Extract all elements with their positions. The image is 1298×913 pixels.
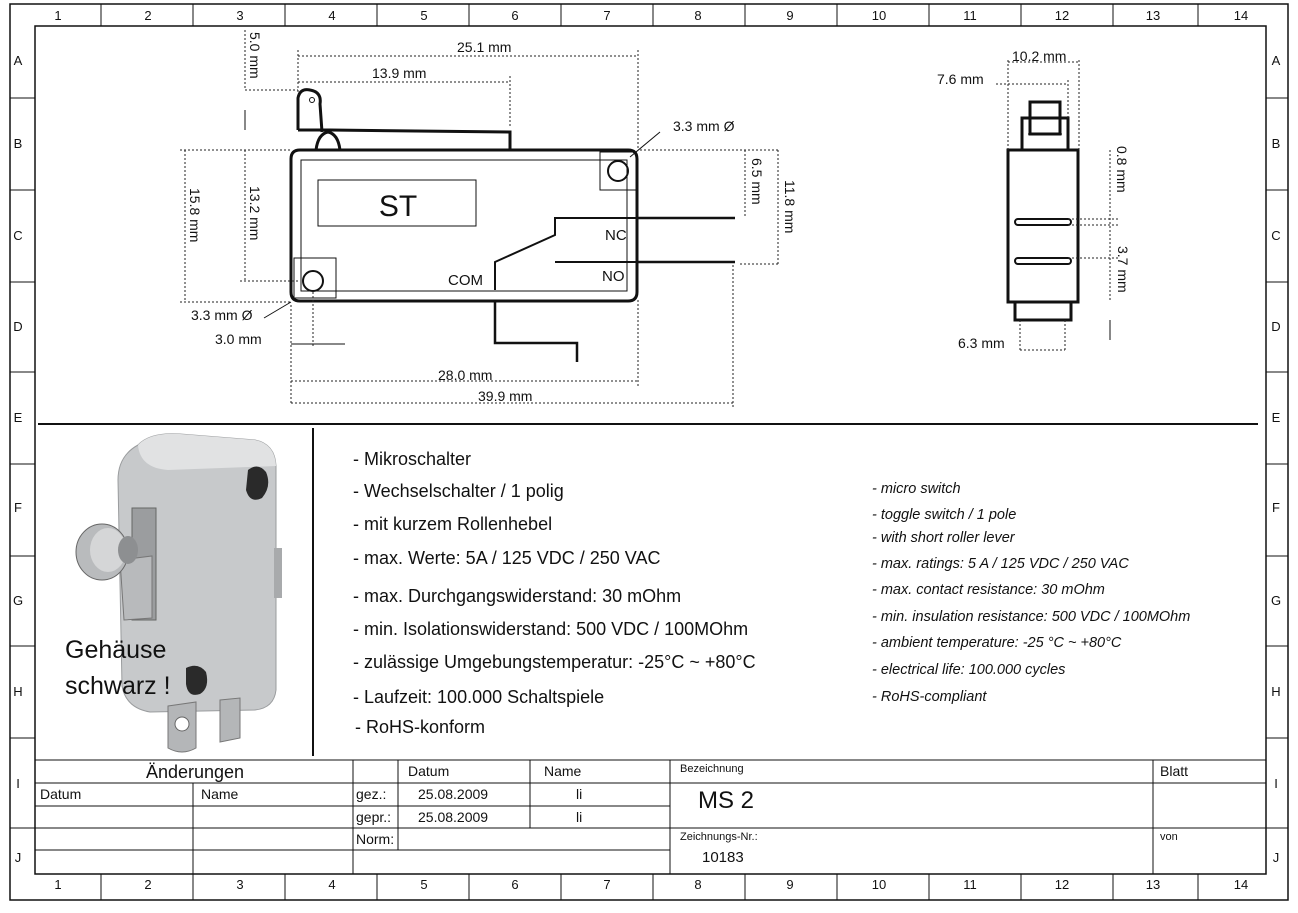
spec-en-item: - max. contact resistance: 30 mOhm — [872, 582, 1105, 598]
gez-name: li — [576, 786, 583, 802]
zeichnungs-value: 10183 — [702, 849, 744, 866]
spec-en-item: - RoHS-compliant — [872, 689, 987, 705]
datum-header: Datum — [408, 763, 450, 779]
spec-de-item: - Wechselschalter / 1 polig — [353, 481, 564, 501]
spec-de-item: - min. Isolationswiderstand: 500 VDC / 100MOhm — [353, 619, 749, 639]
spec-de-item: - zulässige Umgebungstemperatur: -25°C ~ +80°C — [353, 652, 756, 672]
col-label: 4 — [328, 8, 336, 23]
dim-13-9: 13.9 mm — [372, 65, 427, 81]
col-label: 14 — [1233, 8, 1249, 23]
row-label: E — [13, 410, 23, 425]
dim-6-5: 6.5 mm — [749, 158, 765, 205]
dim-39-9: 39.9 mm — [478, 388, 533, 404]
dim-25-1: 25.1 mm — [457, 39, 512, 55]
photo-caption-line1: Gehäuse — [65, 636, 167, 664]
row-label: I — [16, 776, 20, 791]
col-label: 12 — [1054, 877, 1070, 892]
col-label: 13 — [1145, 8, 1161, 23]
changes-header: Änderungen — [145, 762, 245, 782]
dim-3-3-top: 3.3 mm Ø — [673, 118, 735, 134]
blatt-label: Blatt — [1160, 763, 1189, 779]
col-label: 14 — [1233, 877, 1249, 892]
name-header: Name — [544, 763, 582, 779]
spec-en-item: - with short roller lever — [872, 530, 1015, 546]
col-label: 1 — [54, 8, 62, 23]
dim-7-6: 7.6 mm — [937, 71, 984, 87]
dim-0-8: 0.8 mm — [1114, 146, 1130, 193]
gepr-label: gepr.: — [356, 809, 392, 825]
col-label: 10 — [871, 8, 887, 23]
bezeichnung-label: Bezeichnung — [680, 763, 744, 775]
side-dimension-labels — [937, 48, 1131, 351]
column-labels-bottom — [54, 877, 1248, 892]
row-label: D — [1271, 319, 1281, 334]
col-label: 6 — [511, 8, 519, 23]
changes-datum-label: Datum — [40, 786, 82, 802]
spec-de-item: - mit kurzem Rollenhebel — [353, 514, 553, 534]
col-label: 5 — [420, 877, 428, 892]
dim-6-3: 6.3 mm — [958, 335, 1005, 351]
col-label: 12 — [1054, 8, 1070, 23]
col-label: 3 — [236, 877, 244, 892]
dim-10-2: 10.2 mm — [1012, 48, 1067, 64]
spec-en-item: - min. insulation resistance: 500 VDC / 100MOhm — [872, 609, 1191, 625]
spec-en-item: - max. ratings: 5 A / 125 VDC / 250 VAC — [872, 556, 1129, 572]
row-label: D — [13, 319, 23, 334]
com-label: COM — [448, 272, 483, 289]
col-label: 2 — [144, 877, 152, 892]
col-label: 9 — [786, 877, 794, 892]
col-label: 10 — [871, 877, 887, 892]
col-label: 8 — [694, 8, 702, 23]
dim-15-8: 15.8 mm — [187, 188, 203, 243]
dim-5-0: 5.0 mm — [247, 32, 263, 79]
col-label: 11 — [963, 877, 977, 892]
row-label: A — [13, 53, 23, 68]
gepr-date: 25.08.2009 — [418, 809, 489, 825]
gepr-name: li — [576, 809, 583, 825]
col-label: 4 — [328, 877, 336, 892]
switch-side-view — [996, 60, 1120, 352]
row-labels-left — [13, 53, 23, 865]
row-label: C — [1271, 228, 1281, 243]
col-label: 8 — [694, 877, 702, 892]
col-label: 11 — [963, 8, 977, 23]
switch-marking: ST — [378, 190, 418, 223]
gez-label: gez.: — [356, 786, 387, 802]
specs-en-list — [872, 481, 1190, 705]
switch-front-view — [291, 90, 735, 362]
row-label: A — [1271, 53, 1281, 68]
spec-de-item: - max. Durchgangswiderstand: 30 mOhm — [353, 586, 682, 606]
norm-label: Norm: — [356, 831, 395, 847]
col-label: 1 — [54, 877, 62, 892]
row-label: H — [1271, 684, 1281, 699]
row-label: H — [13, 684, 23, 699]
spec-en-item: - ambient temperature: -25 °C ~ +80°C — [872, 635, 1122, 651]
col-label: 3 — [236, 8, 244, 23]
spec-de-item: - RoHS-konform — [355, 717, 486, 737]
nc-label: NC — [605, 227, 627, 244]
spec-de-item: - Mikroschalter — [353, 449, 472, 469]
col-label: 5 — [420, 8, 428, 23]
no-label: NO — [602, 268, 625, 285]
col-label: 9 — [786, 8, 794, 23]
col-label: 7 — [603, 877, 611, 892]
spec-de-item: - Laufzeit: 100.000 Schaltspiele — [353, 687, 605, 707]
row-label: B — [13, 136, 23, 151]
col-label: 6 — [511, 877, 519, 892]
spec-en-item: - toggle switch / 1 pole — [872, 507, 1017, 523]
dim-3-0: 3.0 mm — [215, 331, 262, 347]
von-label: von — [1160, 831, 1178, 843]
gez-date: 25.08.2009 — [418, 786, 489, 802]
bezeichnung-value: MS 2 — [698, 787, 755, 814]
dim-11-8: 11.8 mm — [782, 180, 798, 234]
col-label: 2 — [144, 8, 152, 23]
dim-3-3-bottom: 3.3 mm Ø — [191, 307, 253, 323]
photo-caption-line2: schwarz ! — [65, 672, 171, 700]
col-label: 13 — [1145, 877, 1161, 892]
col-label: 7 — [603, 8, 611, 23]
switch-photo — [76, 434, 282, 752]
spec-en-item: - electrical life: 100.000 cycles — [872, 662, 1066, 678]
zeichnungs-label: Zeichnungs-Nr.: — [680, 831, 758, 843]
row-label: J — [14, 850, 22, 865]
row-label: B — [1271, 136, 1281, 151]
column-labels-top — [54, 8, 1248, 23]
row-label: G — [12, 593, 24, 608]
row-label: J — [1272, 850, 1280, 865]
row-label: E — [1271, 410, 1281, 425]
row-label: F — [1272, 500, 1280, 515]
spec-de-item: - max. Werte: 5A / 125 VDC / 250 VAC — [353, 548, 661, 568]
dim-3-7: 3.7 mm — [1115, 246, 1131, 293]
row-label: I — [1274, 776, 1278, 791]
dim-28-0: 28.0 mm — [438, 367, 493, 383]
row-label: G — [1270, 593, 1282, 608]
changes-name-label: Name — [201, 786, 239, 802]
row-labels-right — [1271, 53, 1281, 865]
row-label: F — [14, 500, 22, 515]
row-label: C — [13, 228, 23, 243]
specs-de-list — [353, 449, 756, 737]
dim-13-2: 13.2 mm — [247, 186, 263, 241]
spec-en-item: - micro switch — [872, 481, 961, 497]
